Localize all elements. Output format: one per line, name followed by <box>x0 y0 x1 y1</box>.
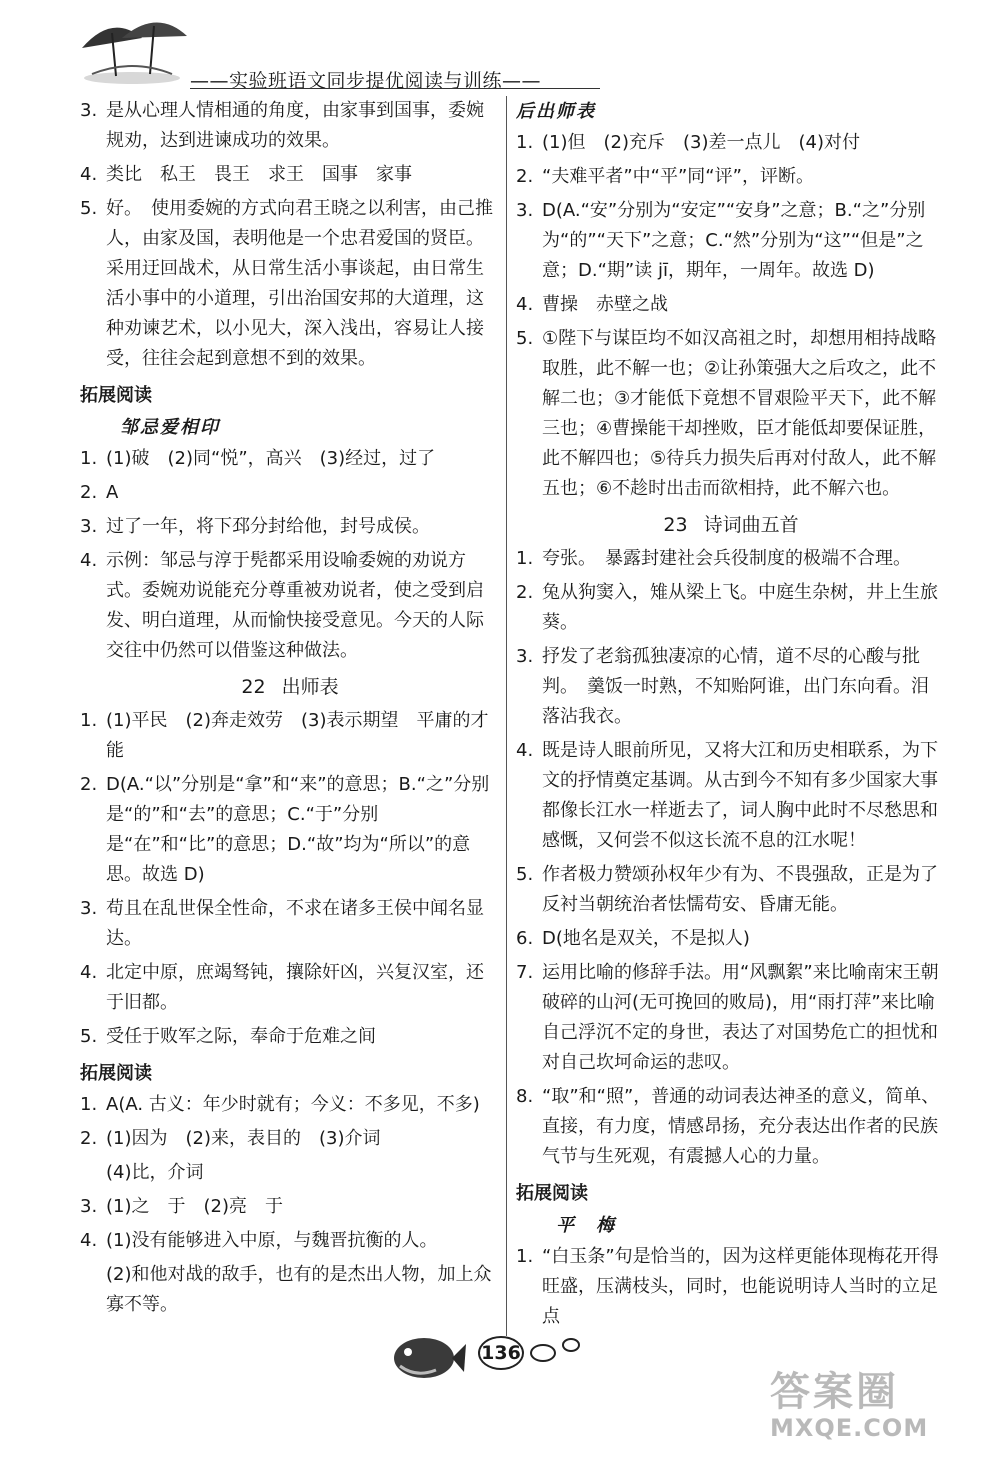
watermark-logo-text: 答案圈 <box>770 1369 899 1415</box>
bubble-decoration <box>562 1338 580 1352</box>
page-header <box>0 0 1000 92</box>
answer-item: 5. ①陛下与谋臣均不如汉高祖之时，却想用相持战略取胜，此不解一也；②让孙策强大之后攻之，此不解二也；③才能低下竟想不冒艰险平天下，此不解三也；④曹操能干却挫败，臣才能低却要保证胜，此不解四也；⑤待兵力损失后再对付敌人，此不解五也；⑥不趁时出击而欲相持，此不解六也。 <box>516 328 937 499</box>
answer-item: 3. 是从心理人情相通的角度，由家事到国事，委婉规劝，达到进谏成功的效果。 <box>80 100 484 151</box>
answer-item: 5. 受任于败军之际，奉命于危难之间 <box>80 1026 376 1047</box>
answer-item: 4. 曹操 赤壁之战 <box>516 294 668 315</box>
lesson-22-answers <box>80 706 500 1052</box>
header-title: ——实验班语文同步提优阅读与训练—— <box>190 70 542 92</box>
answer-item: 1. (1)平民 (2)奔走效劳 (3)表示期望 平庸的才能 <box>80 710 489 761</box>
hou-chushibiao-answers <box>516 128 946 504</box>
extended-reading-answers <box>516 1242 946 1332</box>
answer-item: 1. A(A. 古义：年少时就有；今义：不多见，不多) <box>80 1094 480 1115</box>
lesson-name: 出师表 <box>281 676 339 698</box>
answer-item: 4. 既是诗人眼前所见，又将大江和历史相联系，为下文的抒情奠定基调。从古到今不知有多少国家大事都像长江水一样逝去了，词人胸中此时不尽愁思和感慨，又何尝不似这长流不息的江水呢！ <box>516 740 938 851</box>
answer-item: 3. (1)之 于 (2)亮 于 <box>80 1196 283 1217</box>
answer-item: 3. D(A.“安”分别为“安定”“安身”之意；B.“之”分别为“的”“天下”之意；C.“然”分别为“这”“但是”之意；D.“期”读 jī，期年，一周年。故选 D) <box>516 200 926 281</box>
answer-item: 2. “夫难平者”中“平”同“评”，评断。 <box>516 166 814 187</box>
lesson-23-title <box>516 508 946 542</box>
extended-reading-label: 拓展阅读 <box>80 385 152 406</box>
fish-decoration-icon <box>386 1326 466 1386</box>
extended-reading-label: 拓展阅读 <box>516 1183 588 1204</box>
watermark <box>770 1370 990 1450</box>
answer-item: 1. (1)但 (2)充斥 (3)差一点儿 (4)对付 <box>516 132 860 153</box>
answer-item: 7. 运用比喻的修辞手法。用“风飘絮”来比喻南宋王朝破碎的山河(无可挽回的败局)，用“雨打萍”来比喻自己浮沉不定的身世，表达了对国势危亡的担忧和对自己坎坷命运的悲叹。 <box>516 962 939 1073</box>
extended-reading-label: 拓展阅读 <box>80 1063 152 1084</box>
answer-item: 2. (1)因为 (2)来，表目的 (3)介词 <box>80 1128 381 1149</box>
answer-item: 1. 夸张。 暴露封建社会兵役制度的极端不合理。 <box>516 548 911 569</box>
lesson-name: 诗词曲五首 <box>703 514 799 536</box>
lesson-23-answers <box>516 544 946 1172</box>
left-column <box>80 96 500 1324</box>
reading-title: 平 梅 <box>556 1215 616 1236</box>
answer-item: 3. 抒发了老翁孤独凄凉的心情，道不尽的心酸与批判。 羹饭一时熟，不知贻阿谁，出门东向看。泪落沾我衣。 <box>516 646 929 727</box>
lesson-number: 23 <box>663 514 688 536</box>
extended-reading-answers <box>80 1090 500 1320</box>
header-rule <box>190 88 600 89</box>
extended-reading-answers <box>80 444 500 666</box>
lesson-number: 22 <box>241 676 266 698</box>
lesson-22-title <box>80 670 500 704</box>
watermark-url: MXQE.COM <box>770 1414 929 1442</box>
answer-item: 5. 好。 使用委婉的方式向君王晓之以利害，由己推人，由家及国，表明他是一个忠君爱国的贤臣。采用迂回战术，从日常生活小事谈起，由日常生活小事中的小道理，引出治国安邦的大道理，这种劝谏艺术，以小见大，深入浅出，容易让人接受，往往会起到意想不到的效果。 <box>80 198 493 369</box>
answer-item: 1. “白玉条”句是恰当的，因为这样更能体现梅花开得旺盛，压满枝头，同时，也能说明诗人当时的立足点 <box>516 1246 939 1327</box>
answer-item: 4. 类比 私王 畏王 求王 国事 家事 <box>80 164 412 185</box>
answer-item: 3. 过了一年，将下邳分封给他，封号成侯。 <box>80 516 430 537</box>
bubble-decoration <box>530 1344 556 1362</box>
umbrella-logo-icon <box>72 8 192 84</box>
answer-item: 4. 北定中原，庶竭驽钝，攘除奸凶，兴复汉室，还于旧都。 <box>80 962 484 1013</box>
answer-item: 4. (1)没有能够进入中原，与魏晋抗衡的人。 <box>80 1230 438 1251</box>
reading-title: 邹忌爱相印 <box>120 417 220 438</box>
answer-item: 6. D(地名是双关，不是拟人) <box>516 928 750 949</box>
answer-item: 1. (1)破 (2)同“悦”，高兴 (3)经过，过了 <box>80 448 436 469</box>
answers-top-list <box>80 96 500 374</box>
answer-item: 2. 兔从狗窦入，雉从梁上飞。中庭生杂树，井上生旅葵。 <box>516 582 938 633</box>
reading-title: 后出师表 <box>516 101 596 122</box>
answer-item: 3. 苟且在乱世保全性命，不求在诸多王侯中闻名显达。 <box>80 898 484 949</box>
answer-item: 5. 作者极力赞颂孙权年少有为、不畏强敌，正是为了反衬当朝统治者怯懦苟安、昏庸无能。 <box>516 864 938 915</box>
answer-item: 2. D(A.“以”分别是“拿”和“来”的意思；B.“之”分别是“的”和“去”的意思；C.“于”分别是“在”和“比”的意思；D.“故”均为“所以”的意思。故选 D) <box>80 774 490 885</box>
answer-item: (4)比，介词 <box>106 1162 204 1183</box>
answer-item: 8. “取”和“照”，普通的动词表达神圣的意义，简单、直接，有力度，情感昂扬，充分表达出作者的民族气节与生死观，有震撼人心的力量。 <box>516 1086 940 1167</box>
answer-item: 4. 示例：邹忌与淳于髡都采用设喻委婉的劝说方式。委婉劝说能充分尊重被劝说者，使之受到启发、明白道理，从而愉快接受意见。今天的人际交往中仍然可以借鉴这种做法。 <box>80 550 484 661</box>
right-column <box>516 96 946 1336</box>
page-number: 136 <box>478 1336 524 1370</box>
answer-item: (2)和他对战的敌手，也有的是杰出人物，加上众寡不等。 <box>106 1264 492 1315</box>
answer-item: 2. A <box>80 482 119 503</box>
column-divider <box>506 96 507 1336</box>
